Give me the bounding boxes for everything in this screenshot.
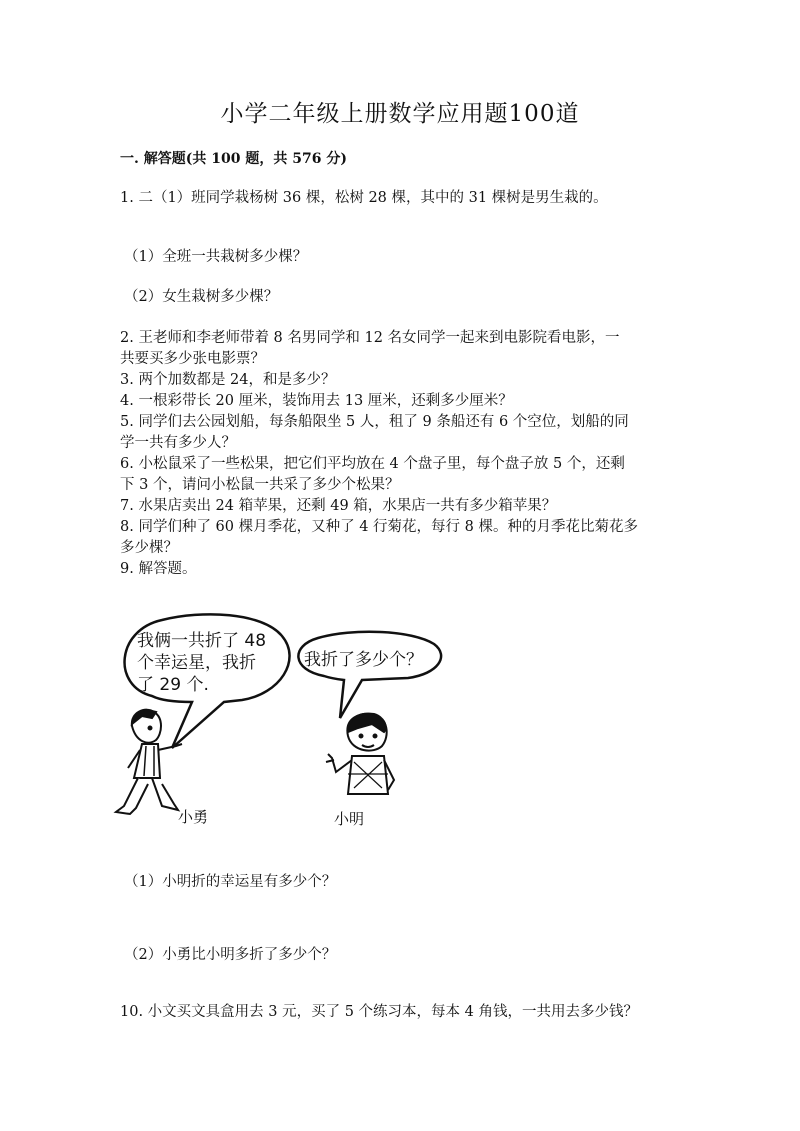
boy-xiaoming-figure (326, 714, 394, 794)
question-2-line-2: 共要买多少张电影票？ (120, 351, 265, 367)
name-label-xiaoming: 小明 (334, 810, 365, 828)
question-9: 9. 解答题。 (120, 561, 197, 577)
section-heading: 一. 解答题(共 100 题，共 576 分) (120, 151, 347, 167)
question-6-line-1: 6. 小松鼠采了一些松果，把它们平均放在 4 个盘子里，每个盘子放 5 个，还剩 (120, 456, 625, 472)
question-1-part-2: （2）女生栽树多少棵？ (124, 289, 279, 305)
boy-xiaoyong-figure (116, 710, 182, 814)
question-7: 7. 水果店卖出 24 箱苹果，还剩 49 箱，水果店一共有多少箱苹果？ (120, 498, 557, 514)
question-6-line-2: 下 3 个，请问小松鼠一共采了多少个松果？ (120, 477, 400, 493)
question-8-line-2: 多少棵？ (120, 540, 178, 556)
question-10: 10. 小文买文具盒用去 3 元，买了 5 个练习本，每本 4 角钱，一共用去多少钱？ (120, 1004, 638, 1020)
bubble-left-line-3: 了 29 个. (137, 675, 209, 695)
question-5-line-1: 5. 同学们去公园划船，每条船限坐 5 人，租了 9 条船还有 6 个空位，划船的同 (120, 414, 629, 430)
question-9-part-1: （1）小明折的幸运星有多少个？ (124, 874, 337, 890)
page-title: 小学二年级上册数学应用题100道 (220, 101, 580, 127)
bubble-left-line-2: 个幸运星，我折 (137, 653, 256, 673)
question-8-line-1: 8. 同学们种了 60 棵月季花，又种了 4 行菊花，每行 8 棵。种的月季花比菊花多 (120, 519, 638, 535)
question-4: 4. 一根彩带长 20 厘米，装饰用去 13 厘米，还剩多少厘米？ (120, 393, 513, 409)
question-2 (120, 328, 682, 580)
bubble-left-line-1: 我俩一共折了 48 (137, 631, 267, 651)
illustration-two-boys (112, 608, 452, 833)
bubble-right-text: 我折了多少个？ (304, 650, 423, 670)
question-9-part-2: （2）小勇比小明多折了多少个？ (124, 947, 337, 963)
question-3: 3. 两个加数都是 24，和是多少？ (120, 372, 336, 388)
speech-bubble-right (298, 632, 441, 718)
question-1-part-1: （1）全班一共栽树多少棵？ (124, 249, 308, 265)
question-1: 1. 二（1）班同学栽杨树 36 棵，松树 28 棵，其中的 31 棵树是男生栽的。 (120, 190, 608, 206)
question-5-line-2: 学一共有多少人？ (120, 435, 236, 451)
question-2-line-1: 2. 王老师和李老师带着 8 名男同学和 12 名女同学一起来到电影院看电影，一 (120, 330, 620, 346)
name-label-xiaoyong: 小勇 (178, 808, 209, 826)
